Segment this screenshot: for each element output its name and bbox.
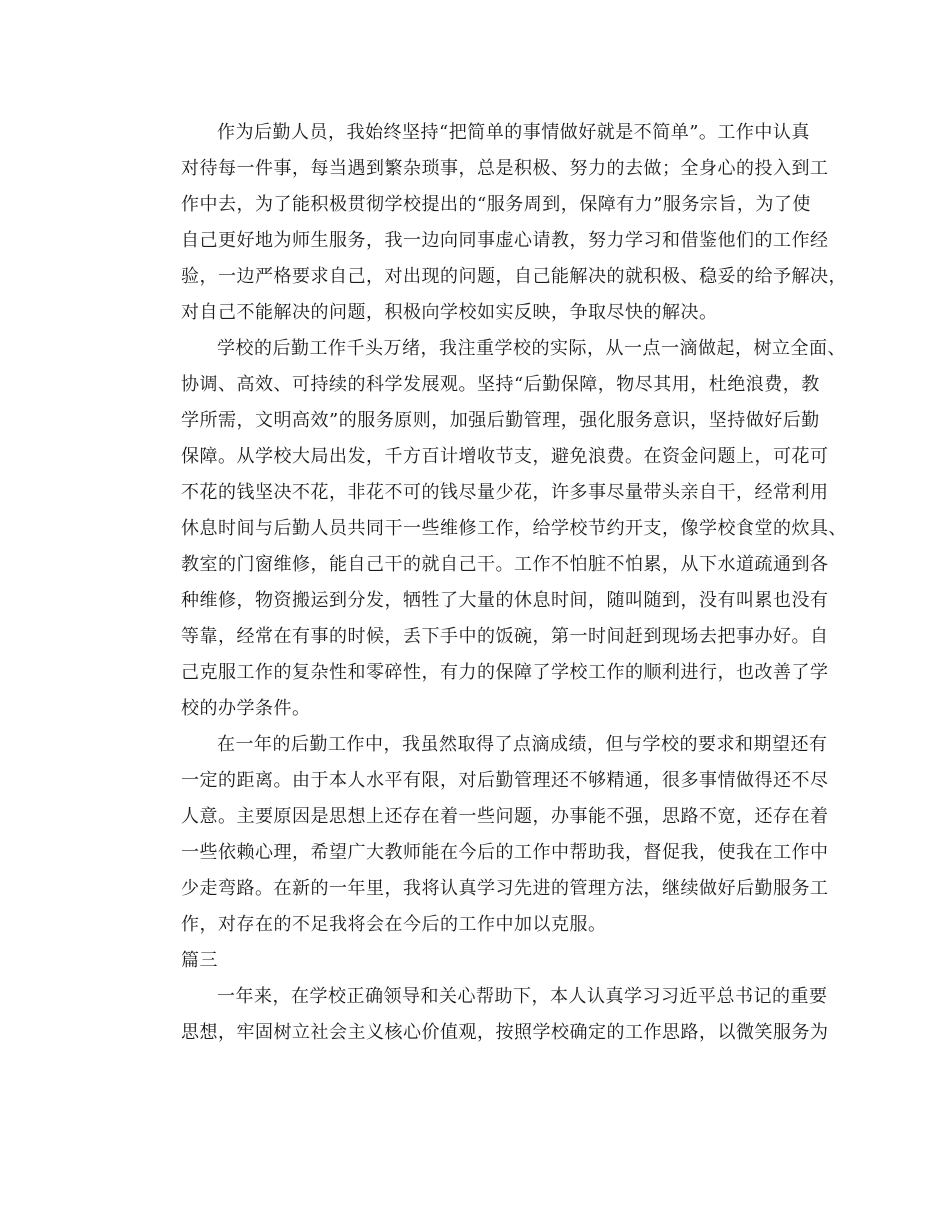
paragraph-4 <box>145 979 829 1051</box>
text-line: 己克服工作的复杂性和零碎性，有力的保障了学校工作的顺利进行，也改善了学 <box>181 662 829 683</box>
text-line: 协调、高效、可持续的科学发展观。坚持“后勤保障，物尽其用，杜绝浪费，教 <box>181 374 820 395</box>
text-line: 对待每一件事，每当遇到繁杂琐事，总是积极、努力的去做；全身心的投入到工 <box>181 158 829 179</box>
text-line: 学校的后勤工作千头万绪，我注重学校的实际，从一点一滴做起，树立全面、 <box>217 338 846 359</box>
text-line: 自己更好地为师生服务，我一边向同事虚心请教，努力学习和借鉴他们的工作经 <box>181 230 829 251</box>
text-line: 一些依赖心理，希望广大教师能在今后的工作中帮助我，督促我，使我在工作中 <box>181 842 829 863</box>
text-line: 教室的门窗维修，能自己干的就自己干。工作不怕脏不怕累，从下水道疏通到各 <box>181 554 829 575</box>
text-line: 学所需，文明高效”的服务原则，加强后勤管理，强化服务意识，坚持做好后勤 <box>181 410 820 431</box>
paragraph-1 <box>145 115 847 331</box>
text-line: 保障。从学校大局出发，千方百计增收节支，避免浪费。在资金问题上，可花可 <box>181 446 829 467</box>
text-line: 少走弯路。在新的一年里，我将认真学习先进的管理方法，继续做好后勤服务工 <box>181 878 829 899</box>
text-line: 一年来，在学校正确领导和关心帮助下，本人认真学习习近平总书记的重要 <box>217 986 828 1007</box>
text-line: 等靠，经常在有事的时候，丢下手中的饭碗，第一时间赶到现场去把事办好。自 <box>181 626 829 647</box>
text-line: 种维修，物资搬运到分发，牺牲了大量的休息时间，随叫随到，没有叫累也没有 <box>181 590 829 611</box>
text-line: 一定的距离。由于本人水平有限，对后勤管理还不够精通，很多事情做得还不尽 <box>181 770 829 791</box>
text-line: 休息时间与后勤人员共同干一些维修工作，给学校节约开支，像学校食堂的炊具、 <box>181 518 847 539</box>
text-line: 验，一边严格要求自己，对出现的问题，自己能解决的就积极、稳妥的给予解决， <box>181 266 847 287</box>
document-body <box>145 115 847 1051</box>
text-line: 在一年的后勤工作中，我虽然取得了点滴成绩，但与学校的要求和期望还有 <box>217 734 828 755</box>
text-line: 对自己不能解决的问题，积极向学校如实反映，争取尽快的解决。 <box>181 302 718 323</box>
text-line: 思想，牢固树立社会主义核心价值观，按照学校确定的工作思路，以微笑服务为 <box>181 1022 829 1043</box>
text-line: 作为后勤人员，我始终坚持“把简单的事情做好就是不简单”。工作中认真 <box>217 122 810 143</box>
paragraph-3 <box>145 727 829 943</box>
section-heading: 篇三 <box>181 950 218 971</box>
text-line: 作，对存在的不足我将会在今后的工作中加以克服。 <box>181 914 607 935</box>
text-line: 人意。主要原因是思想上还存在着一些问题，办事能不强，思路不宽，还存在着 <box>181 806 829 827</box>
text-line: 校的办学条件。 <box>181 698 311 719</box>
paragraph-2 <box>145 331 847 727</box>
text-line: 不花的钱坚决不花，非花不可的钱尽量少花，许多事尽量带头亲自干，经常利用 <box>181 482 829 503</box>
text-line: 作中去，为了能积极贯彻学校提出的“服务周到，保障有力”服务宗旨，为了使 <box>181 194 811 215</box>
